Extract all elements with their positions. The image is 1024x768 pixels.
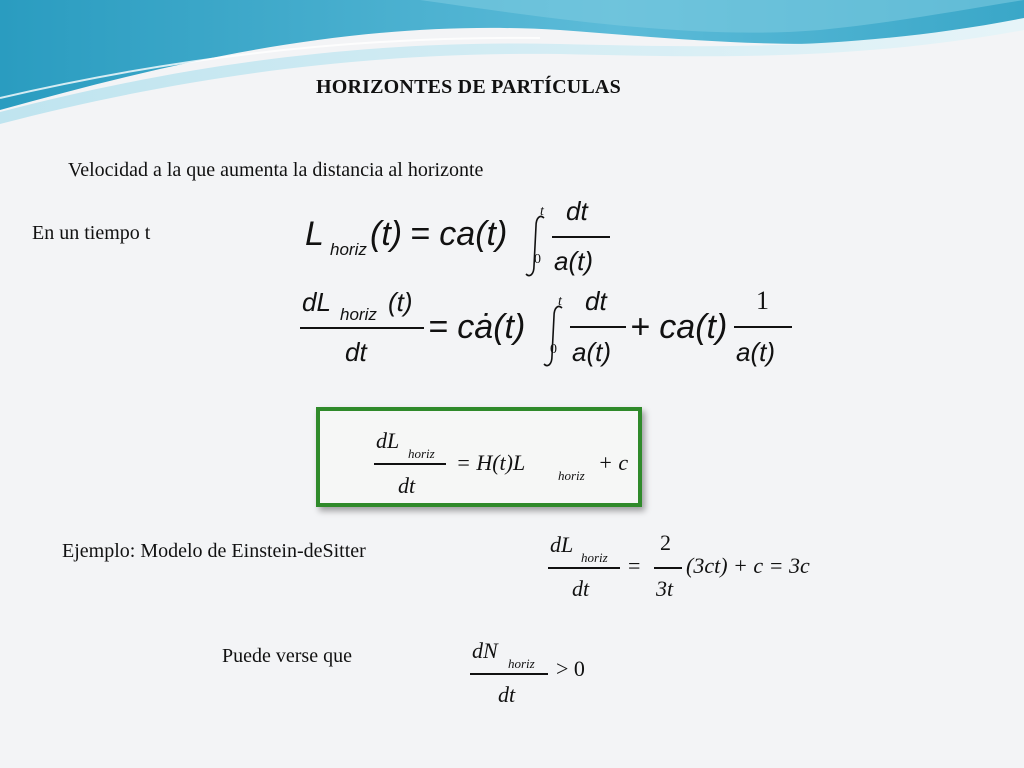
eq3-rhs-sub: horiz [558,468,585,483]
eq2-frac-bar [734,326,792,328]
eq2-int-fraction-bar [570,326,626,328]
eq1-rhs: = ca(t) [410,215,508,253]
eq2-fraction-bar [300,327,424,329]
eq1-numerator: dt [566,196,588,226]
eq2-lower-limit: 0 [550,342,557,357]
eq1-denominator: a(t) [554,246,593,276]
eq2-rhs2: + ca(t) [630,308,728,346]
eq5-fraction-bar [470,673,548,675]
label-example: Ejemplo: Modelo de Einstein-deSitter [62,540,366,562]
eq3-denominator: dt [398,473,416,498]
eq2-numerator: dL [302,287,331,317]
label-time: En un tiempo t [32,222,151,244]
eq3-rhs-b: + c [598,450,629,475]
eq1-arg: (t) [370,215,403,253]
eq5-denominator: dt [498,682,516,707]
eq3-numerator-sub: horiz [408,446,435,461]
eq4-frac-numerator: 2 [660,530,671,555]
eq1-upper-limit: t [540,204,544,219]
eq4-frac-bar [654,567,682,569]
eq2-int-numerator: dt [585,286,607,316]
eq2-int-denominator: a(t) [572,337,611,367]
eq4-frac-denominator: 3t [656,576,674,601]
eq5-rhs: > 0 [556,656,585,681]
eq4-fraction-bar [548,567,620,569]
eq2-frac-numerator: 1 [756,286,769,315]
eq2-denominator: dt [345,337,367,367]
eq4-denominator: dt [572,576,590,601]
eq2-numerator-arg: (t) [388,287,413,317]
eq1-fraction-bar [552,236,610,238]
eq1-sub: horiz [330,240,367,259]
eq5-numerator: dN [472,638,498,663]
slide-title: HORIZONTES DE PARTÍCULAS [316,76,621,98]
eq2-numerator-sub: horiz [340,305,377,324]
eq3-numerator: dL [376,428,400,453]
eq1-L: L [305,215,324,253]
eq5-numerator-sub: horiz [508,656,535,671]
eq4-numerator-sub: horiz [581,550,608,565]
eq2-rhs1: = cȧ(t) [428,308,526,346]
eq1-lower-limit: 0 [534,252,541,267]
eq2-frac-denominator: a(t) [736,337,775,367]
eq3-rhs-a: = H(t)L [456,450,526,475]
eq3-fraction-bar [374,463,446,465]
eq4-numerator: dL [550,532,574,557]
eq2-upper-limit: t [558,294,562,309]
label-conclusion: Puede verse que [222,645,352,667]
slide-subtitle: Velocidad a la que aumenta la distancia al horizonte [68,159,484,181]
eq4-rest: (3ct) + c = 3c [686,553,810,578]
eq4-equals: = [628,553,641,578]
